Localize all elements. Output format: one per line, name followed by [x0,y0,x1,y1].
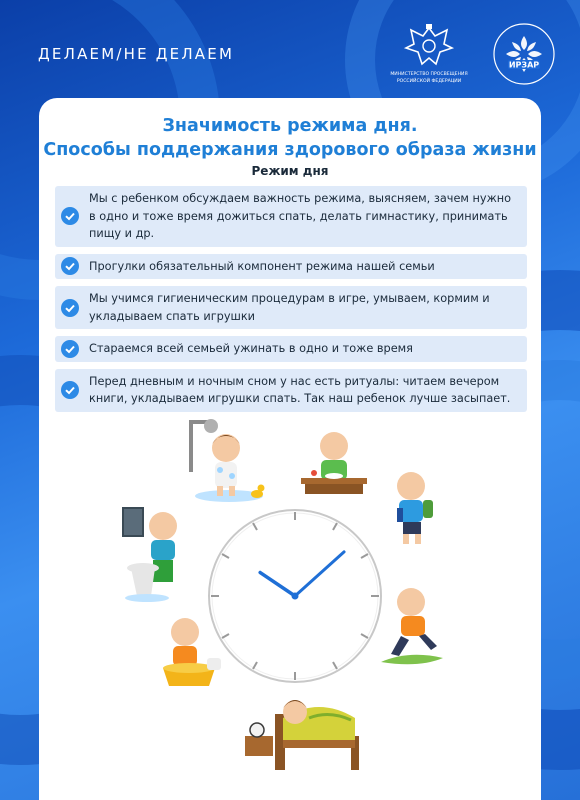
child-washing-figure [123,508,177,602]
ministry-logo [384,22,474,85]
list-item [55,369,527,412]
check-icon [61,207,79,225]
check-icon [61,340,79,358]
ministry-caption-2: РОССИЙСКОЙ ФЕДЕРАЦИИ [396,79,462,85]
ministry-caption-1: МИНИСТЕРСТВО ПРОСВЕЩЕНИЯ [390,72,468,77]
check-icon [61,381,79,399]
irzar-label: ИРЗАР [508,60,540,70]
child-school-figure [397,472,433,544]
child-sleeping-figure [245,700,359,770]
child-running-figure [381,588,443,664]
list-item [55,336,527,362]
recommendation-list [55,186,527,419]
ministry-emblem-icon [402,22,456,70]
title-line-2: Способы поддержания здорового образа жизни [43,140,537,160]
list-item-text: Перед дневным и ночным сном у нас есть ритуалы: читаем вечером книги, укладываем игрушки спать. Так наш ребенок лучше засыпает. [89,374,511,405]
list-item-text: Мы с ребенком обсуждаем важность режима, выясняем, зачем нужно в одно и тоже время дожиться спать, делать гимнастику, принимать пищу и др. [89,192,512,240]
irzar-logo-icon [492,22,556,86]
check-icon [61,257,79,275]
content-card [39,98,541,800]
check-icon [61,299,79,317]
list-item-text: Стараемся всей семьей ужинать в одно и тоже время [89,342,413,355]
list-item-text: Мы учимся гигиеническим процедурам в игре, умываем, кормим и укладываем спать игрушки [89,292,490,323]
list-item [55,186,527,247]
child-shower-figure [189,419,265,502]
child-eating-figure [301,432,367,494]
child-potty-figure [163,618,221,686]
clock-icon [209,510,381,682]
section-subtitle: Режим дня [251,164,329,178]
list-item [55,254,527,280]
list-item-text: Прогулки обязательный компонент режима нашей семьи [89,259,435,273]
daily-routine-illustration [39,418,541,800]
header-tag: ДЕЛАЕМ/НЕ ДЕЛАЕМ [38,45,235,63]
page-title [39,114,541,162]
list-item [55,286,527,329]
logos [384,22,556,86]
title-line-1: Значимость режима дня. [162,116,418,136]
